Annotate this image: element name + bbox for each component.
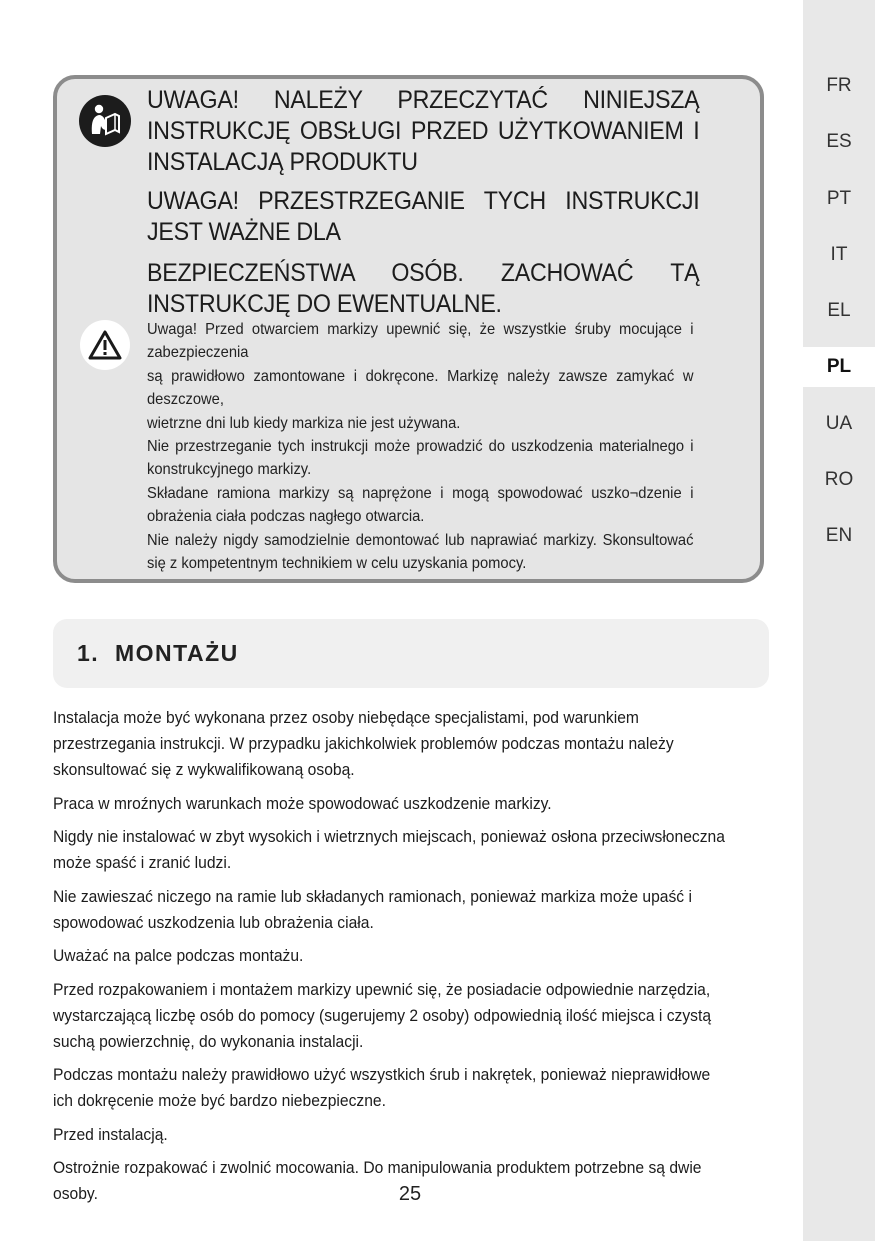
paragraph: Przed instalacją. [53,1124,168,1144]
lang-tab-es[interactable]: ES [826,131,852,152]
lang-tab-en[interactable]: EN [825,525,853,546]
section-content [53,705,734,1215]
paragraph: Nie zawieszać niczego na ramie lub składanych ramionach, ponieważ markiza może upaść i spowodować uszkodzenia lub obrażenia ciała. [53,886,692,932]
paragraph: Przed rozpakowaniem i montażem markizy upewnić się, że posiadacie odpowiednie narzędzia, wystarczającą liczbę osób do pomocy (sugerujemy 2 osoby) odpowiednią ilość miejsca i czystą suchą powierzchnię, do wykonania instalacji. [53,979,712,1051]
paragraph: Instalacja może być wykonana przez osoby niebędące specjalistami, pod warunkiem przestrzegania instrukcji. W przypadku jakichkolwiek problemów podczas montażu należy skonsultować się z wykwalifikowaną osobą. [53,708,674,779]
lang-tab-ua[interactable]: UA [825,413,853,434]
warning-triangle-icon [80,320,130,370]
warning-line: Nie przestrzeganie tych instrukcji może prowadzić do uszkodzenia materialnego i konstrukcyjnego markizy. [147,438,694,479]
lang-tab-fr[interactable]: FR [826,75,852,96]
paragraph: Podczas montażu należy prawidłowo użyć wszystkich śrub i nakrętek, ponieważ nieprawidłowe ich dokręcenie może być bardzo niebezpieczne. [53,1065,711,1110]
lang-tab-el[interactable]: EL [827,300,851,321]
warning-line: Nie należy nigdy samodzielnie demontować lub naprawiać markizy. Skonsultować się z kompetentnym technikiem w celu uzyskania pomocy. [147,531,694,573]
warning-body [147,318,693,575]
lang-tab-ro[interactable]: RO [824,469,854,490]
section-title: 1. MONTAŻU [77,640,239,666]
warning-headline-important: UWAGA! PRZESTRZEGANIE TYCH INSTRUKCJI JEST WAŻNE DLA [147,187,700,246]
lang-tab-pt[interactable]: PT [826,188,852,209]
paragraph: Nigdy nie instalować w zbyt wysokich i wietrznych miejscach, ponieważ osłona przeciwsłoneczna może spaść i zranić ludzi. [53,827,725,872]
lang-tab-pl[interactable]: PL [803,347,875,387]
warning-line: Uwaga! Przed otwarciem markizy upewnić się, że wszystkie śruby mocujące i zabezpieczenia [147,321,694,362]
language-sidebar [803,0,875,1241]
paragraph: Ostrożnie rozpakować i zwolnić mocowania. Do manipulowania produktem potrzebne są dwie osoby. [53,1158,702,1203]
warning-line: są prawidłowo zamontowane i dokręcone. Markizę należy zawsze zamykać w deszczowe, [147,367,694,409]
lang-tab-it[interactable]: IT [830,244,848,265]
warning-headline-read-manual: UWAGA! NALEŻY PRZECZYTAĆ NINIEJSZĄ INSTRUKCJĘ OBSŁUGI PRZED UŻYTKOWANIEM I INSTALACJĄ PRODUKTU [147,86,700,176]
paragraph: Uważać na palce podczas montażu. [53,946,304,965]
paragraph: Praca w mroźnych warunkach może spowodować uszkodzenie markizy. [53,793,552,813]
warning-line: wietrzne dni lub kiedy markiza nie jest używana. [147,414,461,432]
page-number: 25 [398,1183,422,1205]
read-manual-icon [79,95,131,147]
warning-line: Składane ramiona markizy są naprężone i mogą spowodować uszko¬dzenie i obrażenia ciała podczas nagłego otwarcia. [147,484,694,526]
warning-headline-safety: BEZPIECZEŃSTWA OSÓB. ZACHOWAĆ TĄ INSTRUKCJĘ DO EWENTUALNE. [147,259,700,318]
